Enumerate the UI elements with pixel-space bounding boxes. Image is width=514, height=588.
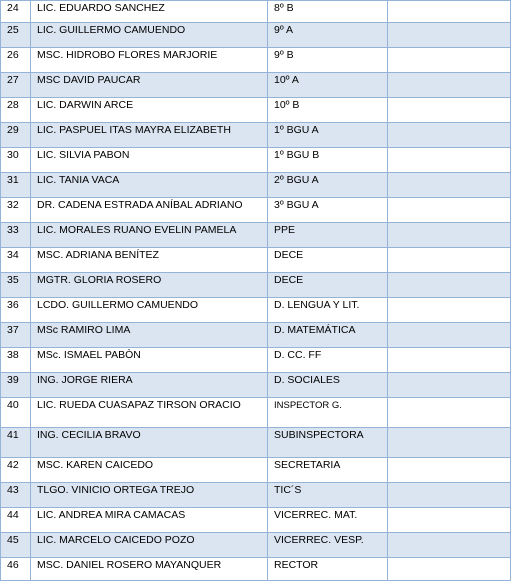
staff-role: 9º A	[268, 23, 388, 48]
table-row	[1, 1, 511, 23]
staff-role: SUBINSPECTORA	[268, 428, 388, 458]
row-number: 35	[1, 273, 31, 298]
staff-role: DECE	[268, 273, 388, 298]
row-number: 28	[1, 98, 31, 123]
staff-name: LIC. MARCELO CAICEDO POZO	[31, 533, 268, 558]
table-row	[1, 73, 511, 98]
extra-cell	[388, 73, 511, 98]
staff-name: LIC. RUEDA CUASAPAZ TIRSON ORACIO	[31, 398, 268, 428]
staff-role: D. MATEMÁTICA	[268, 323, 388, 348]
table-row	[1, 533, 511, 558]
staff-role: TIC´S	[268, 483, 388, 508]
extra-cell	[388, 428, 511, 458]
staff-role: SECRETARIA	[268, 458, 388, 483]
staff-name: MSC. HIDROBO FLORES MARJORIE	[31, 48, 268, 73]
row-number: 33	[1, 223, 31, 248]
extra-cell	[388, 248, 511, 273]
extra-cell	[388, 1, 511, 23]
table-row	[1, 458, 511, 483]
row-number: 32	[1, 198, 31, 223]
table-row	[1, 508, 511, 533]
extra-cell	[388, 23, 511, 48]
staff-role: PPE	[268, 223, 388, 248]
table-row	[1, 198, 511, 223]
staff-role: 1º BGU B	[268, 148, 388, 173]
staff-name: LIC. PASPUEL ITAS MAYRA ELIZABETH	[31, 123, 268, 148]
staff-role: D. SOCIALES	[268, 373, 388, 398]
row-number: 38	[1, 348, 31, 373]
table-row	[1, 148, 511, 173]
extra-cell	[388, 508, 511, 533]
row-number: 31	[1, 173, 31, 198]
staff-name: MSC DAVID PAUCAR	[31, 73, 268, 98]
row-number: 43	[1, 483, 31, 508]
staff-name: MSc RAMIRO LIMA	[31, 323, 268, 348]
table-row	[1, 123, 511, 148]
table-row	[1, 398, 511, 428]
staff-name: LIC. SILVIA PABON	[31, 148, 268, 173]
extra-cell	[388, 198, 511, 223]
staff-name: TLGO. VINICIO ORTEGA TREJO	[31, 483, 268, 508]
row-number: 26	[1, 48, 31, 73]
row-number: 27	[1, 73, 31, 98]
staff-name: DR. CADENA ESTRADA ANÍBAL ADRIANO	[31, 198, 268, 223]
row-number: 46	[1, 558, 31, 581]
table-row	[1, 298, 511, 323]
table-row	[1, 483, 511, 508]
row-number: 25	[1, 23, 31, 48]
staff-name: LIC. GUILLERMO CAMUENDO	[31, 23, 268, 48]
row-number: 29	[1, 123, 31, 148]
row-number: 37	[1, 323, 31, 348]
staff-role: DECE	[268, 248, 388, 273]
staff-role: D. CC. FF	[268, 348, 388, 373]
table-row	[1, 173, 511, 198]
extra-cell	[388, 48, 511, 73]
staff-role: 3º BGU A	[268, 198, 388, 223]
extra-cell	[388, 223, 511, 248]
extra-cell	[388, 373, 511, 398]
staff-name: LIC. MORALES RUANO EVELIN PAMELA	[31, 223, 268, 248]
staff-role: RECTOR	[268, 558, 388, 581]
extra-cell	[388, 558, 511, 581]
row-number: 41	[1, 428, 31, 458]
extra-cell	[388, 533, 511, 558]
staff-name: ING. JORGE RIERA	[31, 373, 268, 398]
staff-name: MSC. KAREN CAICEDO	[31, 458, 268, 483]
staff-role: 9º B	[268, 48, 388, 73]
row-number: 44	[1, 508, 31, 533]
table-row	[1, 558, 511, 581]
table-row	[1, 348, 511, 373]
row-number: 24	[1, 1, 31, 23]
staff-name: MSC. DANIEL ROSERO MAYANQUER	[31, 558, 268, 581]
row-number: 40	[1, 398, 31, 428]
staff-name: LCDO. GUILLERMO CAMUENDO	[31, 298, 268, 323]
staff-table-body	[1, 1, 511, 581]
staff-role: 10º B	[268, 98, 388, 123]
row-number: 45	[1, 533, 31, 558]
extra-cell	[388, 483, 511, 508]
staff-role: INSPECTOR G.	[268, 398, 388, 428]
staff-role: 2º BGU A	[268, 173, 388, 198]
table-row	[1, 248, 511, 273]
row-number: 34	[1, 248, 31, 273]
staff-name: ING. CECILIA BRAVO	[31, 428, 268, 458]
staff-role: 1º BGU A	[268, 123, 388, 148]
extra-cell	[388, 273, 511, 298]
staff-name: MSc. ISMAEL PABÒN	[31, 348, 268, 373]
table-row	[1, 373, 511, 398]
staff-role: D. LENGUA Y LIT.	[268, 298, 388, 323]
staff-name: LIC. EDUARDO SANCHEZ	[31, 1, 268, 23]
extra-cell	[388, 398, 511, 428]
table-row	[1, 428, 511, 458]
staff-name: MGTR. GLORIA ROSERO	[31, 273, 268, 298]
extra-cell	[388, 98, 511, 123]
staff-role: 10º A	[268, 73, 388, 98]
extra-cell	[388, 458, 511, 483]
table-row	[1, 48, 511, 73]
extra-cell	[388, 348, 511, 373]
row-number: 36	[1, 298, 31, 323]
extra-cell	[388, 323, 511, 348]
extra-cell	[388, 148, 511, 173]
row-number: 30	[1, 148, 31, 173]
extra-cell	[388, 173, 511, 198]
table-row	[1, 273, 511, 298]
staff-role: 8º B	[268, 1, 388, 23]
staff-name: LIC. DARWIN ARCE	[31, 98, 268, 123]
staff-name: LIC. TANIA VACA	[31, 173, 268, 198]
staff-role: VICERREC. VESP.	[268, 533, 388, 558]
row-number: 39	[1, 373, 31, 398]
row-number: 42	[1, 458, 31, 483]
table-row	[1, 98, 511, 123]
extra-cell	[388, 123, 511, 148]
extra-cell	[388, 298, 511, 323]
table-row	[1, 323, 511, 348]
staff-name: MSC. ADRIANA BENÍTEZ	[31, 248, 268, 273]
staff-name: LIC. ANDREA MIRA CAMACAS	[31, 508, 268, 533]
staff-role: VICERREC. MAT.	[268, 508, 388, 533]
table-row	[1, 223, 511, 248]
table-row	[1, 23, 511, 48]
